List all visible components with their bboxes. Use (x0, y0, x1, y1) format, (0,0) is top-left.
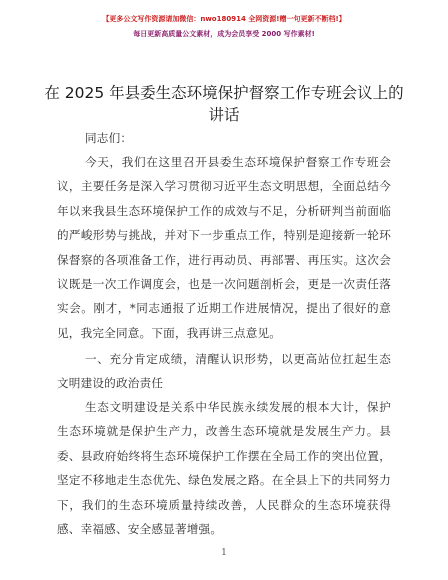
greeting: 同志们： (85, 131, 133, 145)
body-paragraph-2: 生态文明建设是关系中华民族永续发展的根本大计，保护生态环境就是保护生产力，改善生态环境就是发展生产力。县委、县政府始终将生态环境保护工作摆在全局工作的突出位置，坚定不移地走生态优先、绿色发展之路。在全县上下的共同努力下，我们的生态环境质量持续改善，人民群众的生态环境获得感、幸福感、安全感显著增强。 (57, 400, 391, 537)
body-paragraph-1: 今天，我们在这里召开县委生态环境保护督察工作专班会议，主要任务是深入学习贯彻习近平生态文明思想，全面总结今年以来我县生态环境保护工作的成效与不足，分析研判当前面临的严峻形势与挑战，并对下一步重点工作，特别是迎接新一轮环保督察的各项准备工作，进行再动员、再部署、再压实。这次会议既是一次工作调度会，也是一次问题剖析会，更是一次责任落实会。刚才，*同志通报了近期工作进展情况，提出了很好的意见，我完全同意。下面，我再讲三点意见。 (57, 155, 391, 340)
promo-banner-line-2: 每日更新高质量公文素材，成为会员享受 2000 写作素材! (133, 30, 315, 38)
section-heading-1: 一、充分肯定成绩，清醒认识形势，以更高站位扛起生态文明建设的政治责任 (57, 352, 391, 391)
page-number: 1 (221, 548, 227, 558)
promo-banner-line-1: 【更多公文写作资源请加微信：nwo180914 全网资源!赠一句更新不断档!】 (102, 15, 346, 23)
document-title: 在 2025 年县委生态环境保护督察工作专班会议上的讲话 (44, 84, 404, 124)
